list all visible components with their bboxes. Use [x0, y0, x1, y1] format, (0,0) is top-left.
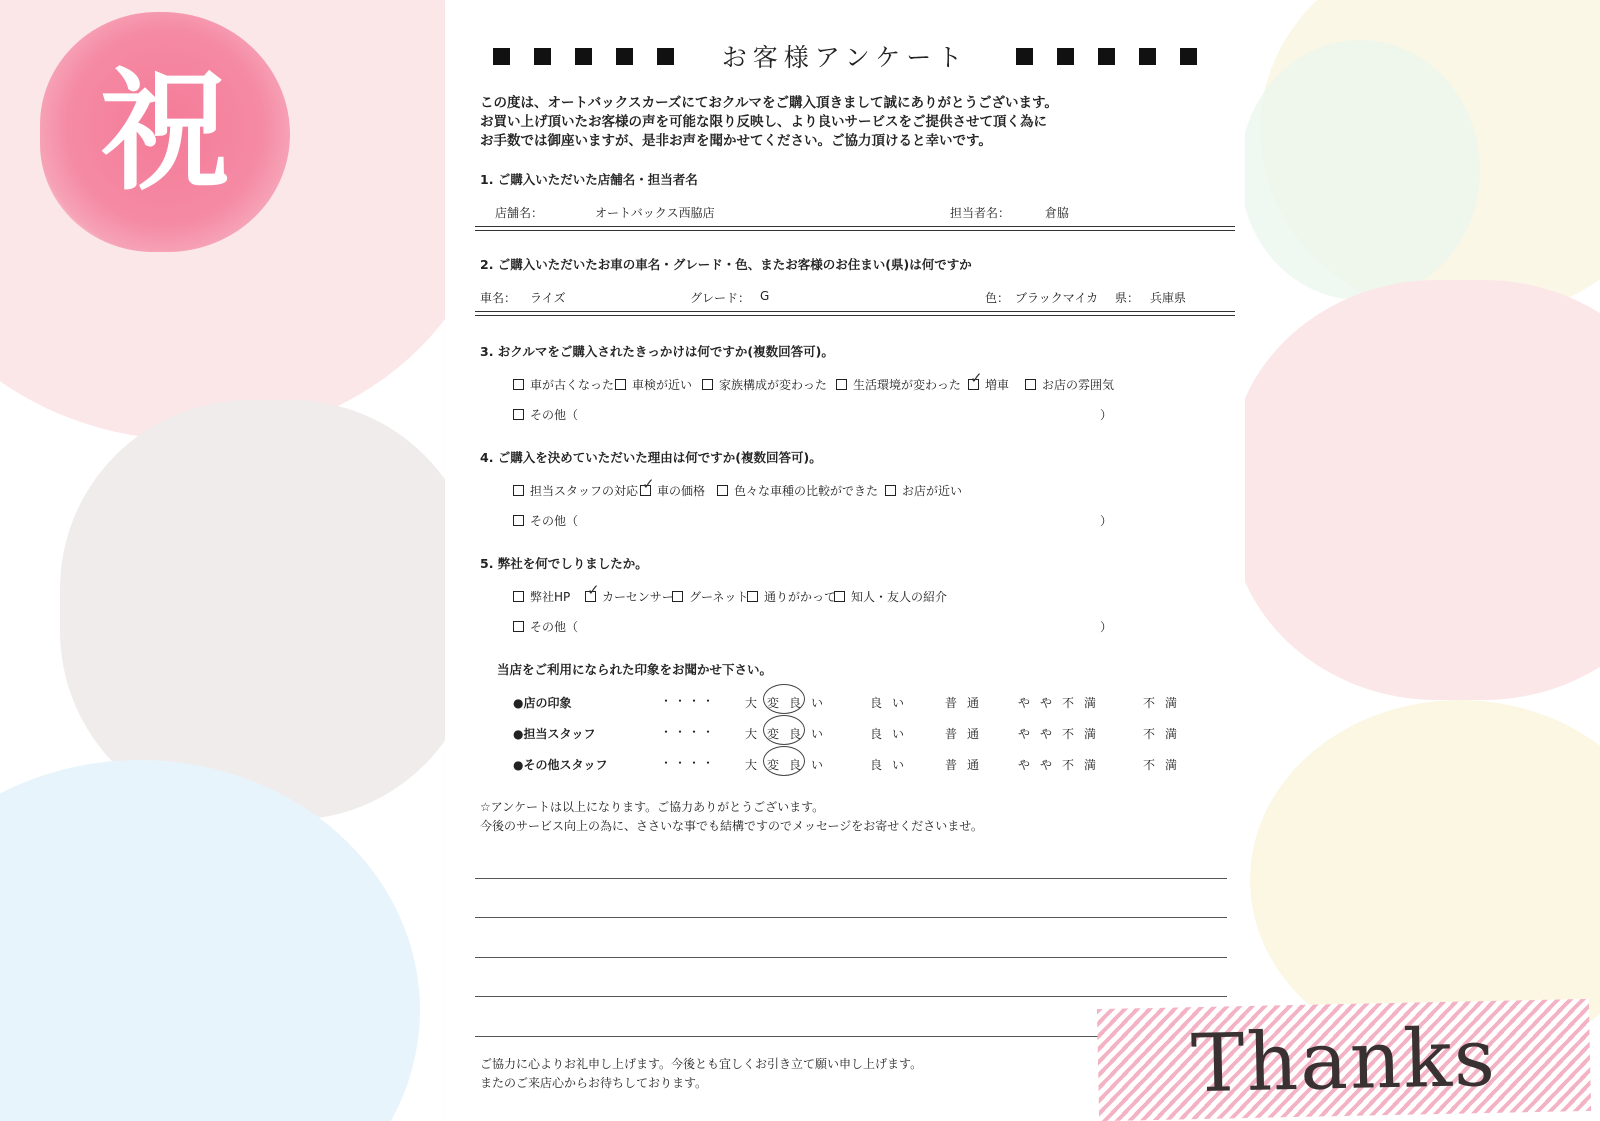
- leader-dots: ・・・・: [660, 725, 717, 739]
- q4-other[interactable]: その他（: [513, 512, 578, 529]
- checkmark-icon: ✓: [642, 475, 655, 493]
- q5-option[interactable]: 弊社HP: [513, 588, 570, 605]
- color-label: 色：: [985, 291, 1010, 305]
- q5-option[interactable]: グーネット: [672, 588, 748, 605]
- rating-label-staff: ●担当スタッフ: [513, 727, 596, 741]
- checkbox[interactable]: [702, 379, 713, 390]
- checkbox[interactable]: [834, 591, 845, 602]
- selection-circle: [763, 746, 805, 776]
- leader-dots: ・・・・: [660, 756, 717, 770]
- q3-option[interactable]: お店の雰囲気: [1025, 376, 1114, 393]
- pref-label: 県：: [1115, 291, 1140, 305]
- checkbox[interactable]: [885, 485, 896, 496]
- checkmark-icon: ✓: [587, 581, 600, 599]
- car-value: ライズ: [530, 291, 566, 305]
- q5-option[interactable]: ✓ カーセンサー: [587, 581, 674, 604]
- celebration-char: 祝: [99, 56, 230, 208]
- divider: [475, 226, 1235, 227]
- checkmark-icon: ✓: [970, 369, 983, 387]
- car-label: 車名：: [480, 291, 517, 305]
- message-line[interactable]: [475, 957, 1227, 958]
- page-title: お客様アンケート: [445, 38, 1245, 74]
- checkbox[interactable]: [1025, 379, 1036, 390]
- staff-label: 担当者名：: [950, 206, 1011, 220]
- paren-close: ）: [1100, 408, 1113, 422]
- checkbox[interactable]: [513, 409, 524, 420]
- scale-very-good[interactable]: 大変良い: [745, 727, 834, 741]
- q4-option[interactable]: 担当スタッフの対応: [513, 482, 638, 499]
- q5-option[interactable]: 知人・友人の紹介: [834, 588, 947, 605]
- checkbox[interactable]: [747, 591, 758, 602]
- checkbox[interactable]: [513, 591, 524, 602]
- q3-option[interactable]: 車が古くなった: [513, 376, 614, 393]
- rating-label-store: ●店の印象: [513, 696, 572, 710]
- scale-normal[interactable]: 普通: [945, 696, 990, 710]
- bg-blob-green: [1240, 40, 1480, 300]
- checkbox[interactable]: [513, 485, 524, 496]
- selection-circle: [763, 684, 805, 714]
- q3-option[interactable]: 家族構成が変わった: [702, 376, 827, 393]
- q5-other[interactable]: その他（: [513, 618, 578, 635]
- checkbox[interactable]: [513, 515, 524, 526]
- scale-good[interactable]: 良い: [870, 758, 915, 772]
- thanks-text: Thanks: [1190, 1010, 1498, 1110]
- q3-option[interactable]: ✓ 増車: [970, 369, 1010, 392]
- closing-text: ☆アンケートは以上になります。ご協力ありがとうございます。 今後のサービス向上の為に、ささいな事でも結構ですのでメッセージをお寄せくださいませ。: [480, 800, 983, 833]
- impression-label: 当店をご利用になられた印象をお聞かせ下さい。: [497, 662, 773, 677]
- scale-bad[interactable]: 不満: [1143, 758, 1188, 772]
- q3-label: 3. おクルマをご購入されたきっかけは何ですか(複数回答可)。: [480, 344, 834, 359]
- scale-bad[interactable]: 不満: [1143, 727, 1188, 741]
- survey-sheet: [445, 0, 1245, 1121]
- scale-slightly-bad[interactable]: やや不満: [1018, 696, 1107, 710]
- divider: [475, 315, 1235, 316]
- scale-very-good[interactable]: 大変良い: [745, 696, 834, 710]
- q4-option[interactable]: ✓ 車の価格: [642, 475, 706, 498]
- q3-other[interactable]: その他（: [513, 406, 578, 423]
- paren-close: ）: [1100, 620, 1113, 634]
- scale-slightly-bad[interactable]: やや不満: [1018, 727, 1107, 741]
- color-value: ブラックマイカ: [1015, 291, 1099, 305]
- q4-option[interactable]: お店が近い: [885, 482, 962, 499]
- q3-option[interactable]: 生活環境が変わった: [836, 376, 961, 393]
- divider: [475, 311, 1235, 312]
- checkbox[interactable]: [717, 485, 728, 496]
- bg-blob-blue: [0, 760, 420, 1121]
- scale-slightly-bad[interactable]: やや不満: [1018, 758, 1107, 772]
- intro-text: この度は、オートバックスカーズにておクルマをご購入頂きまして誠にありがとうございます。 お買い上げ頂いたお客様の声を可能な限り反映し、より良いサービスをご提供させて頂く為に お手数では御座いますが、是非お声を聞かせてください。ご協力頂けると幸いです。: [480, 95, 1058, 149]
- checkbox[interactable]: [513, 621, 524, 632]
- grade-value: G: [760, 289, 770, 303]
- store-value: オートバックス西脇店: [595, 206, 715, 220]
- selection-circle: [763, 715, 805, 745]
- q4-label: 4. ご購入を決めていただいた理由は何ですか(複数回答可)。: [480, 450, 822, 465]
- scale-very-good[interactable]: 大変良い: [745, 758, 834, 772]
- q5-option[interactable]: 通りがかって: [747, 588, 836, 605]
- staff-value: 倉脇: [1045, 206, 1070, 220]
- scale-good[interactable]: 良い: [870, 696, 915, 710]
- q5-label: 5. 弊社を何でしりましたか。: [480, 556, 648, 571]
- pref-value: 兵庫県: [1150, 291, 1187, 305]
- checkbox-checked[interactable]: [585, 581, 600, 602]
- thanks-tape: [1097, 999, 1591, 1121]
- message-line[interactable]: [475, 917, 1227, 918]
- checkbox[interactable]: [836, 379, 847, 390]
- checkbox[interactable]: [672, 591, 683, 602]
- scale-normal[interactable]: 普通: [945, 758, 990, 772]
- message-line[interactable]: [475, 878, 1227, 879]
- divider: [475, 230, 1235, 231]
- scale-normal[interactable]: 普通: [945, 727, 990, 741]
- q2-label: 2. ご購入いただいたお車の車名・グレード・色、またお客様のお住まい(県)は何ですか: [480, 257, 972, 272]
- bg-blob-pink-right: [1230, 280, 1600, 700]
- q1-label: 1. ご購入いただいた店舗名・担当者名: [480, 172, 698, 187]
- checkbox[interactable]: [615, 379, 626, 390]
- leader-dots: ・・・・: [660, 694, 717, 708]
- checkbox[interactable]: [513, 379, 524, 390]
- checkbox-checked[interactable]: [968, 369, 983, 390]
- q3-option[interactable]: 車検が近い: [615, 376, 692, 393]
- bg-blob-gray: [60, 400, 480, 820]
- grade-label: グレード：: [690, 291, 751, 305]
- store-label: 店舗名：: [495, 206, 544, 220]
- paren-close: ）: [1100, 514, 1113, 528]
- message-line[interactable]: [475, 1036, 1105, 1037]
- celebration-stamp: [40, 12, 290, 252]
- message-line[interactable]: [475, 996, 1227, 997]
- checkbox-checked[interactable]: [640, 475, 655, 496]
- scale-bad[interactable]: 不満: [1143, 696, 1188, 710]
- rating-label-other-staff: ●その他スタッフ: [513, 758, 608, 772]
- footer-text: ご協力に心よりお礼申し上げます。今後とも宜しくお引き立て願い申し上げます。 またのご来店心からお待ちしております。: [480, 1057, 923, 1090]
- scale-good[interactable]: 良い: [870, 727, 915, 741]
- q4-option[interactable]: 色々な車種の比較ができた: [717, 482, 878, 499]
